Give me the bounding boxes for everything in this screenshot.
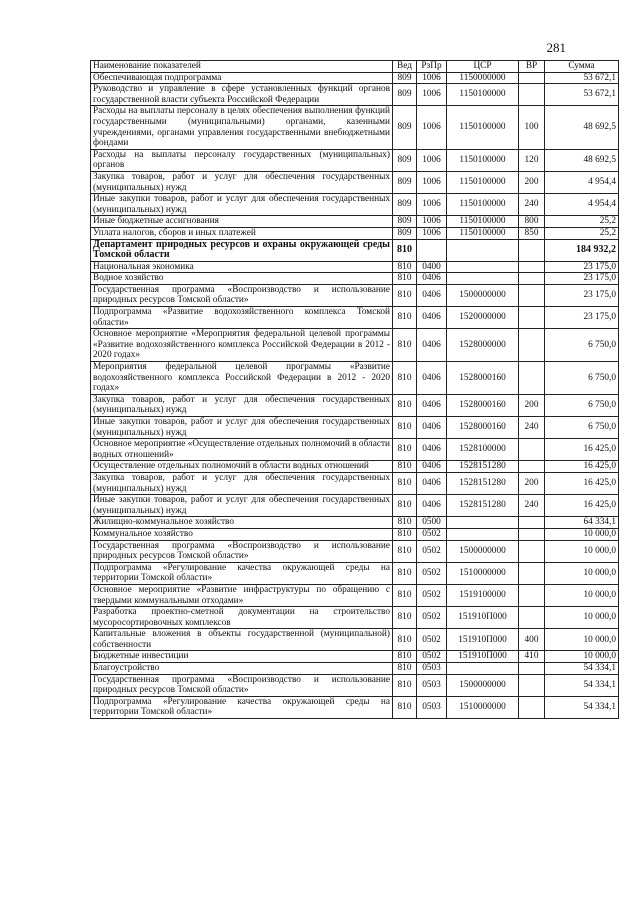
table-row [91,307,619,329]
row-name: Водное хозяйство [91,273,393,285]
row-name: Иные закупки товаров, работ и услуг для обеспечения государственных (муниципальных) нужд [91,194,393,216]
row-csr: 1510000000 [447,696,519,718]
row-name: Закупка товаров, работ и услуг для обеспечения государственных (муниципальных) нужд [91,394,393,416]
row-csr [447,273,519,285]
row-sum: 10 000,0 [545,540,619,562]
table-row [91,663,619,675]
row-name: Национальная экономика [91,261,393,273]
table-row [91,495,619,517]
row-rzpr: 0406 [417,284,447,306]
row-rzpr: 0406 [417,495,447,517]
table-row [91,461,619,473]
row-name: Подпрограмма «Регулирование качества окружающей среды на территории Томской области» [91,562,393,584]
row-name: Закупка товаров, работ и услуг для обеспечения государственных (муниципальных) нужд [91,472,393,494]
table-row [91,584,619,606]
row-sum: 23 175,0 [545,307,619,329]
row-name: Осуществление отдельных полномочий в области водных отношений [91,461,393,473]
table-row [91,84,619,106]
row-name: Капитальные вложения в объекты государственной (муниципальной) собственности [91,629,393,651]
row-sum: 10 000,0 [545,528,619,540]
row-sum: 23 175,0 [545,273,619,285]
row-sum: 4 954,4 [545,194,619,216]
row-name: Основное мероприятие «Мероприятия федеральной целевой программы «Развитие водохозяйственного комплекса Российской Федерации в 2012 - 2020 годах» [91,329,393,362]
row-sum: 25,2 [545,216,619,228]
row-csr: 1528151280 [447,461,519,473]
row-csr: 151910П000 [447,629,519,651]
row-csr [447,239,519,261]
row-rzpr: 1006 [417,216,447,228]
row-ved: 810 [393,663,417,675]
row-sum: 10 000,0 [545,584,619,606]
row-csr: 1150000000 [447,72,519,84]
row-csr: 1150100000 [447,194,519,216]
row-ved: 810 [393,517,417,529]
row-ved: 810 [393,607,417,629]
row-rzpr: 0400 [417,261,447,273]
row-name: Иные закупки товаров, работ и услуг для обеспечения государственных (муниципальных) нужд [91,495,393,517]
table-row [91,329,619,362]
row-vr [519,517,545,529]
row-rzpr: 1006 [417,72,447,84]
row-sum: 48 692,5 [545,149,619,171]
row-sum: 184 932,2 [545,239,619,261]
row-vr: 240 [519,194,545,216]
row-csr: 1510000000 [447,562,519,584]
row-ved: 810 [393,696,417,718]
row-ved: 810 [393,584,417,606]
table-row [91,216,619,228]
row-csr: 1519100000 [447,584,519,606]
row-vr [519,362,545,395]
row-ved: 809 [393,84,417,106]
row-rzpr [417,239,447,261]
row-vr [519,696,545,718]
row-name: Жилищно-коммунальное хозяйство [91,517,393,529]
budget-table [90,60,619,719]
row-csr: 1500000000 [447,284,519,306]
table-row [91,651,619,663]
row-sum: 6 750,0 [545,362,619,395]
row-csr [447,517,519,529]
row-csr: 151910П000 [447,651,519,663]
row-ved: 810 [393,261,417,273]
row-vr: 200 [519,394,545,416]
row-rzpr: 0502 [417,540,447,562]
row-vr: 800 [519,216,545,228]
table-row [91,227,619,239]
row-name: Подпрограмма «Регулирование качества окружающей среды на территории Томской области» [91,696,393,718]
row-sum: 16 425,0 [545,461,619,473]
row-name: Государственная программа «Воспроизводство и использование природных ресурсов Томской области» [91,674,393,696]
row-csr: 1528000160 [447,417,519,439]
row-csr [447,261,519,273]
row-sum: 10 000,0 [545,607,619,629]
row-csr: 1150100000 [447,216,519,228]
table-row [91,517,619,529]
row-name: Бюджетные инвестиции [91,651,393,663]
row-vr [519,329,545,362]
row-rzpr: 0406 [417,307,447,329]
table-row [91,106,619,149]
row-vr [519,584,545,606]
table-body [91,72,619,718]
row-rzpr: 0406 [417,472,447,494]
table-row [91,528,619,540]
row-sum: 54 334,1 [545,674,619,696]
row-name: Уплата налогов, сборов и иных платежей [91,227,393,239]
row-ved: 810 [393,651,417,663]
row-sum: 10 000,0 [545,629,619,651]
table-row [91,472,619,494]
row-ved: 809 [393,149,417,171]
row-ved: 810 [393,273,417,285]
table-row [91,696,619,718]
row-vr: 100 [519,106,545,149]
row-csr: 1528100000 [447,439,519,461]
row-csr: 1500000000 [447,674,519,696]
header-rzpr: РзПр [417,61,447,73]
table-row [91,562,619,584]
row-csr [447,663,519,675]
row-rzpr: 1006 [417,171,447,193]
row-sum: 10 000,0 [545,562,619,584]
row-ved: 810 [393,674,417,696]
row-vr [519,284,545,306]
header-name: Наименование показателей [91,61,393,73]
row-sum: 6 750,0 [545,329,619,362]
row-ved: 810 [393,562,417,584]
row-sum: 54 334,1 [545,663,619,675]
row-rzpr: 0500 [417,517,447,529]
row-vr [519,261,545,273]
row-rzpr: 0406 [417,439,447,461]
row-ved: 810 [393,461,417,473]
row-ved: 810 [393,394,417,416]
row-rzpr: 0406 [417,273,447,285]
row-ved: 810 [393,329,417,362]
row-rzpr: 0502 [417,607,447,629]
row-name: Государственная программа «Воспроизводство и использование природных ресурсов Томской области» [91,540,393,562]
row-rzpr: 0406 [417,417,447,439]
row-csr: 1150100000 [447,227,519,239]
table-row [91,417,619,439]
row-sum: 16 425,0 [545,472,619,494]
row-ved: 810 [393,439,417,461]
row-sum: 23 175,0 [545,261,619,273]
table-row [91,540,619,562]
row-sum: 16 425,0 [545,439,619,461]
row-ved: 810 [393,307,417,329]
row-rzpr: 0502 [417,584,447,606]
row-sum: 54 334,1 [545,696,619,718]
row-ved: 810 [393,362,417,395]
row-vr [519,461,545,473]
row-rzpr: 0503 [417,674,447,696]
row-rzpr: 0503 [417,663,447,675]
row-sum: 53 672,1 [545,72,619,84]
row-rzpr: 0406 [417,329,447,362]
row-ved: 809 [393,227,417,239]
row-name: Коммунальное хозяйство [91,528,393,540]
row-rzpr: 0406 [417,461,447,473]
row-csr: 1528000160 [447,394,519,416]
row-vr [519,674,545,696]
row-rzpr: 0502 [417,629,447,651]
table-row [91,362,619,395]
row-name: Подпрограмма «Развитие водохозяйственного комплекса Томской области» [91,307,393,329]
table-row [91,72,619,84]
row-csr: 1528000160 [447,362,519,395]
table-header-row [91,61,619,73]
row-name: Расходы на выплаты персоналу государственных (муниципальных) органов [91,149,393,171]
table-row [91,194,619,216]
row-vr [519,84,545,106]
table-row [91,607,619,629]
row-csr [447,528,519,540]
row-sum: 16 425,0 [545,495,619,517]
row-rzpr: 1006 [417,84,447,106]
row-name: Руководство и управление в сфере установленных функций органов государственной власти субъекта Российской Федерации [91,84,393,106]
row-name: Разработка проектно-сметной документации на строительство мусоросортировочных комплексов [91,607,393,629]
row-name: Основное мероприятие «Развитие инфраструктуры по обращению с твердыми коммунальными отходами» [91,584,393,606]
row-ved: 809 [393,106,417,149]
row-ved: 810 [393,472,417,494]
row-ved: 810 [393,495,417,517]
row-sum: 23 175,0 [545,284,619,306]
row-csr: 1150100000 [447,171,519,193]
table-row [91,171,619,193]
row-csr: 1528000000 [447,329,519,362]
row-rzpr: 0406 [417,362,447,395]
row-vr [519,528,545,540]
row-sum: 6 750,0 [545,394,619,416]
header-csr: ЦСР [447,61,519,73]
row-ved: 809 [393,171,417,193]
row-name: Мероприятия федеральной целевой программы «Развитие водохозяйственного комплекса Российской Федерации в 2012 - 2020 годах» [91,362,393,395]
row-csr: 1500000000 [447,540,519,562]
row-vr: 200 [519,472,545,494]
row-vr: 850 [519,227,545,239]
row-name: Иные бюджетные ассигнования [91,216,393,228]
row-vr [519,239,545,261]
row-ved: 810 [393,239,417,261]
row-csr: 1528151280 [447,495,519,517]
table-row [91,674,619,696]
row-vr [519,72,545,84]
row-rzpr: 0502 [417,528,447,540]
row-name: Закупка товаров, работ и услуг для обеспечения государственных (муниципальных) нужд [91,171,393,193]
row-rzpr: 1006 [417,194,447,216]
row-ved: 809 [393,72,417,84]
row-sum: 10 000,0 [545,651,619,663]
row-vr: 120 [519,149,545,171]
row-vr [519,540,545,562]
row-ved: 809 [393,216,417,228]
row-csr: 151910П000 [447,607,519,629]
row-csr: 1520000000 [447,307,519,329]
row-name: Основное мероприятие «Осуществление отдельных полномочий в области водных отношений» [91,439,393,461]
table-row [91,629,619,651]
row-rzpr: 0502 [417,562,447,584]
row-csr: 1150100000 [447,149,519,171]
row-vr [519,307,545,329]
row-sum: 25,2 [545,227,619,239]
row-rzpr: 1006 [417,106,447,149]
row-vr [519,663,545,675]
row-csr: 1150100000 [447,106,519,149]
row-name: Государственная программа «Воспроизводство и использование природных ресурсов Томской области» [91,284,393,306]
row-vr [519,439,545,461]
row-ved: 810 [393,417,417,439]
row-rzpr: 1006 [417,227,447,239]
row-name: Иные закупки товаров, работ и услуг для обеспечения государственных (муниципальных) нужд [91,417,393,439]
table-row [91,149,619,171]
header-vr: ВР [519,61,545,73]
row-rzpr: 1006 [417,149,447,171]
row-vr: 200 [519,171,545,193]
row-ved: 809 [393,194,417,216]
row-sum: 4 954,4 [545,171,619,193]
row-ved: 810 [393,540,417,562]
table-row [91,439,619,461]
page-number: 281 [546,40,566,55]
table-row [91,284,619,306]
row-sum: 6 750,0 [545,417,619,439]
table-row [91,273,619,285]
row-vr: 240 [519,417,545,439]
row-sum: 48 692,5 [545,106,619,149]
table-row [91,394,619,416]
row-ved: 810 [393,528,417,540]
row-name: Расходы на выплаты персоналу в целях обеспечения выполнения функций государственными (муниципальными) органами, казенными учреждениями, органами управления государственными внебюджетными фондами [91,106,393,149]
row-vr: 400 [519,629,545,651]
header-sum: Сумма [545,61,619,73]
row-rzpr: 0406 [417,394,447,416]
row-vr [519,562,545,584]
row-rzpr: 0502 [417,651,447,663]
row-name: Благоустройство [91,663,393,675]
row-name: Обеспечивающая подпрограмма [91,72,393,84]
table-row [91,261,619,273]
header-ved: Вед [393,61,417,73]
row-ved: 810 [393,629,417,651]
row-sum: 64 334,1 [545,517,619,529]
row-csr: 1528151280 [447,472,519,494]
row-name: Департамент природных ресурсов и охраны окружающей среды Томской области [91,239,393,261]
row-ved: 810 [393,284,417,306]
row-vr [519,607,545,629]
row-sum: 53 672,1 [545,84,619,106]
row-csr: 1150100000 [447,84,519,106]
row-vr: 240 [519,495,545,517]
row-vr [519,273,545,285]
row-vr: 410 [519,651,545,663]
table-row [91,239,619,261]
row-rzpr: 0503 [417,696,447,718]
